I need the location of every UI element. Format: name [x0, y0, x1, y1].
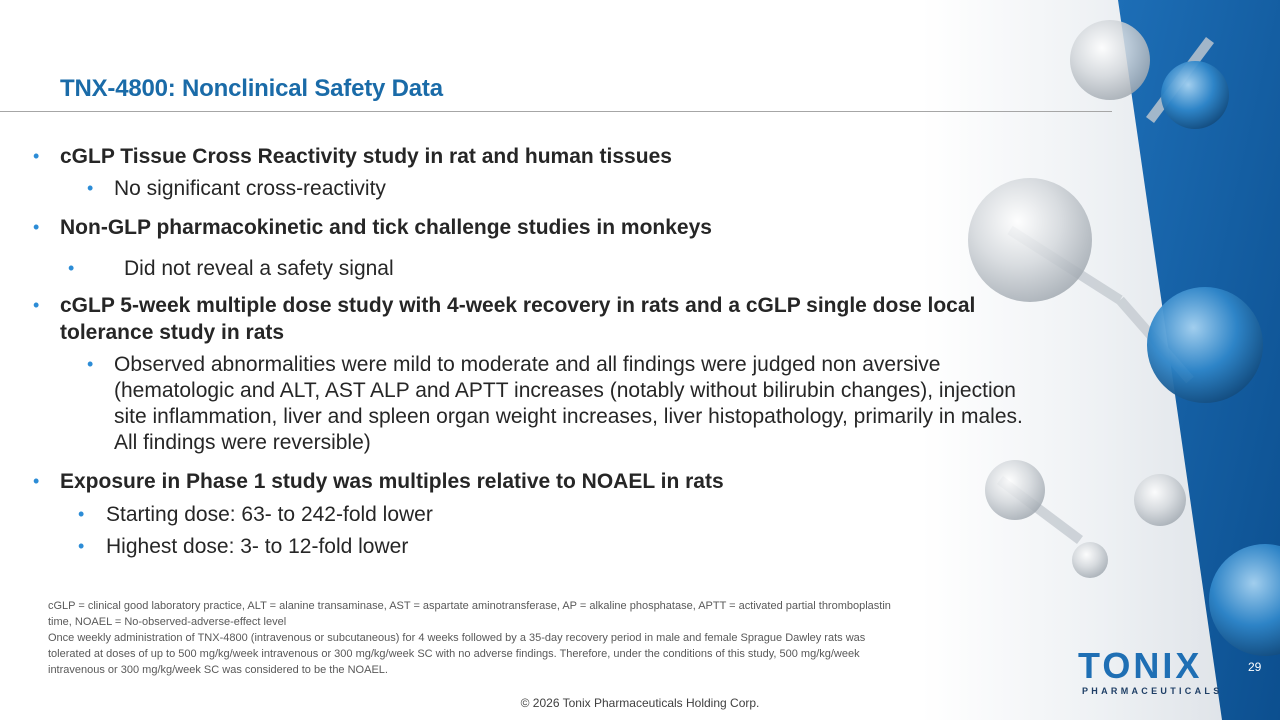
- footnote-line: tolerated at doses of up to 500 mg/kg/week intravenous or 300 mg/kg/week SC with no adverse findings. Therefore, under the conditions of this study, 500 mg/kg/week: [48, 648, 860, 660]
- sub-bullet-marker: •: [87, 354, 94, 374]
- footnote-line: time, NOAEL = No-observed-adverse-effect level: [48, 616, 287, 628]
- sub-bullet-abnormalities-line-4: All findings were reversible): [114, 431, 371, 454]
- footnote-line: Once weekly administration of TNX-4800 (intravenous or subcutaneous) for 4 weeks followed by a 35-day recovery period in male and female Sprague Dawley rats was: [48, 632, 866, 644]
- bullet-monkey-studies: Non-GLP pharmacokinetic and tick challenge studies in monkeys: [60, 216, 712, 239]
- copyright-notice: © 2026 Tonix Pharmaceuticals Holding Corp.: [520, 696, 760, 710]
- sub-bullet-no-cross-reactivity: No significant cross-reactivity: [114, 177, 386, 200]
- page-number: 29: [1248, 660, 1262, 674]
- footnote-line: intravenous or 300 mg/kg/week SC was considered to be the NOAEL.: [48, 664, 388, 676]
- sub-bullet-abnormalities-line-1: Observed abnormalities were mild to moderate and all findings were judged non aversive: [114, 353, 941, 376]
- tonix-logo: [1078, 645, 1223, 698]
- bullet-multiple-dose-line-2: tolerance study in rats: [60, 321, 285, 344]
- bullet-multiple-dose-line-1: cGLP 5-week multiple dose study with 4-week recovery in rats and a cGLP single dose local: [60, 294, 976, 317]
- logo-subtitle: PHARMACEUTICALS: [1082, 686, 1223, 696]
- bullet-phase1-exposure: Exposure in Phase 1 study was multiples relative to NOAEL in rats: [60, 470, 724, 493]
- sub-bullet-abnormalities-line-2: (hematologic and ALT, AST ALP and APTT increases (notably without bilirubin changes), injection: [114, 379, 1016, 402]
- sub-bullet-marker: •: [87, 178, 94, 198]
- bullet-marker: •: [33, 471, 40, 491]
- sub-bullet-highest-dose: Highest dose: 3- to 12-fold lower: [106, 535, 409, 558]
- sub-bullet-starting-dose: Starting dose: 63- to 242-fold lower: [106, 503, 433, 526]
- bullet-marker: •: [33, 217, 40, 237]
- footnote-line: cGLP = clinical good laboratory practice, ALT = alanine transaminase, AST = aspartate aminotransferase, AP = alkaline phosphatase, APTT = activated partial thromboplastin: [48, 600, 891, 612]
- logo-wordmark: TONIX: [1078, 645, 1203, 686]
- sub-bullet-marker: •: [78, 536, 85, 556]
- sub-bullet-marker: •: [68, 258, 75, 278]
- sub-bullet-no-safety-signal: Did not reveal a safety signal: [124, 257, 394, 280]
- sub-bullet-abnormalities-line-3: site inflammation, liver and spleen organ weight increases, liver histopathology, primarily in males.: [114, 405, 1023, 428]
- sub-bullet-marker: •: [78, 504, 85, 524]
- page-title: TNX-4800: Nonclinical Safety Data: [60, 75, 443, 102]
- footnote: [48, 598, 1088, 678]
- bullet-marker: •: [33, 146, 40, 166]
- bullet-tissue-cross-reactivity: cGLP Tissue Cross Reactivity study in rat and human tissues: [60, 145, 672, 168]
- bullet-marker: •: [33, 295, 40, 315]
